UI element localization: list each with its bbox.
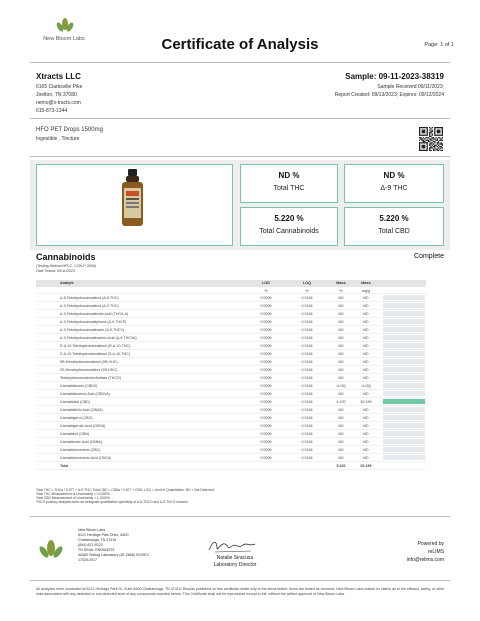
loq-cell: 0.0148 (301, 376, 313, 380)
mass-percent-cell: ND (338, 352, 344, 356)
mass-bar (383, 295, 425, 300)
mass-mgg-cell: ND (363, 416, 369, 420)
loq-cell: 0.0148 (301, 400, 313, 404)
units-row (36, 287, 426, 294)
mass-percent-cell: ND (338, 336, 344, 340)
cannabinoids-table (36, 280, 426, 470)
table-row (36, 438, 426, 446)
table-row (36, 446, 426, 454)
bottle-image-icon (37, 165, 234, 247)
mass-percent-cell: ND (338, 344, 344, 348)
mass-mgg-cell: ND (363, 376, 369, 380)
cannabinoids-title: Cannabinoids (36, 252, 96, 262)
mass-percent-cell: ND (338, 328, 344, 332)
leaf-logo-icon (56, 18, 74, 34)
lod-cell: 0.0099 (260, 328, 272, 332)
header-divider (30, 62, 450, 63)
loq-cell: 0.0148 (301, 328, 313, 332)
table-row (36, 414, 426, 422)
unit-mass-mgg: mg/g (362, 289, 370, 293)
mass-bar (383, 391, 425, 396)
client-divider (30, 118, 450, 119)
footnote-line: Total THC = THCa * 0.877 + Δ-9 THC; Total CBD = CBDa * 0.877 + CBD; LOQ = Limit of Quantitation; ND = Not Detected. (36, 488, 215, 492)
footer-leaf-logo-icon (36, 540, 66, 560)
loq-cell: 0.0148 (301, 440, 313, 444)
lod-cell: 0.0099 (260, 400, 272, 404)
mass-bar (383, 423, 425, 428)
lab-address-line: New Bloom Labs (78, 528, 106, 532)
footnote-line: THCO potency analysis does not designate quantitative specificity of Δ-8-THCO and Δ-9-THCO isomers (36, 500, 188, 504)
mass-mgg-cell: ND (363, 392, 369, 396)
testing-method: (Testing Method:HPLC, CON-P-3008) (36, 264, 97, 268)
director-name: Natalie Siracusa (216, 555, 254, 561)
sample-id: Sample: 09-11-2023-38319 (345, 72, 444, 81)
mass-percent-cell: ND (338, 360, 344, 364)
mass-mgg-cell: 52.199 (360, 400, 372, 404)
table-row (36, 326, 426, 334)
mass-bar (383, 351, 425, 356)
disclaimer: All analyses were conducted at 6121 Heritage Park Dr, Suite A500 Chattanooga, TN 37416. Results published on this certificate relate only to the items tested. Items are tested as received. New Bloom Labs makes no claims as to the efficacy, safety, or other risks associated with any detected or non-detected level of any compounds reported herein. This Certificate shall not be reproduced except in full, without the written approval of New Bloom Labs. (36, 587, 445, 596)
table-row (36, 374, 426, 382)
loq-cell: 0.0148 (301, 448, 313, 452)
table-row (36, 334, 426, 342)
mass-percent-cell: ND (338, 432, 344, 436)
analyte-cell: Cannabichromene (CBC) (60, 448, 101, 452)
mass-mgg-cell: ND (363, 312, 369, 316)
powered-by-vendor: reLIMS (427, 549, 444, 555)
date-tested: Date Tested: 09/11/2023 (36, 269, 75, 273)
page-number: Page: 1 of 1 (424, 42, 454, 48)
header-analyte: Analyte (60, 281, 74, 285)
table-row (36, 318, 426, 326)
mass-mgg-cell: ND (363, 336, 369, 340)
mass-mgg-cell: ND (363, 360, 369, 364)
report-dates: Report Created: 09/13/2023; Expires: 09/12/2024 (334, 92, 444, 98)
client-info (36, 72, 82, 115)
header-lod: LOD (261, 281, 270, 285)
mass-mgg-cell: ND (363, 368, 369, 372)
mass-mgg-cell: ND (363, 440, 369, 444)
total-cannabinoids-card (240, 207, 338, 246)
mass-bar (383, 383, 425, 388)
cannabinoids-status: Complete (414, 253, 444, 260)
mass-bar (383, 359, 425, 364)
qr-code-icon (419, 127, 443, 151)
mass-bar (383, 375, 425, 380)
analyte-cell: 9R-Hexahydrocannabinol (9R-HHC) (60, 360, 118, 364)
mass-bar-fill (383, 399, 425, 404)
table-row (36, 454, 426, 462)
analyte-cell: Δ-9-Tetrahydrocannabinolic Acid (THCA-A) (60, 312, 129, 316)
table-row (36, 406, 426, 414)
mass-bar (383, 311, 425, 316)
mass-bar (383, 455, 425, 460)
analyte-cell: 9S-Hexahydrocannabinol (9S-HHC) (60, 368, 118, 372)
mass-percent-cell: <LOQ (336, 384, 346, 388)
table-row (36, 358, 426, 366)
loq-cell: 0.0148 (301, 392, 313, 396)
table-row (36, 294, 426, 302)
mass-percent-cell: ND (338, 408, 344, 412)
analyte-cell: Δ-8-Tetrahydrocannabinol (Δ-8 THC) (60, 296, 119, 300)
product-photo (36, 164, 233, 246)
mass-mgg-cell: ND (363, 304, 369, 308)
total-cbd-value: 5.220 % (379, 214, 409, 223)
loq-cell: 0.0148 (301, 344, 313, 348)
lab-director (200, 555, 270, 569)
mass-percent-cell: 5.220 (336, 464, 346, 468)
director-title: Laboratory Director (213, 562, 257, 568)
table-row (36, 350, 426, 358)
mass-percent-cell: 5.220 (336, 400, 346, 404)
lab-address-line: 6121 Heritage Park Drive, A500 (78, 533, 129, 537)
mass-percent-cell: ND (338, 440, 344, 444)
mass-percent-cell: ND (338, 416, 344, 420)
lod-cell: 0.0099 (260, 424, 272, 428)
mass-mgg-cell: ND (363, 352, 369, 356)
analyte-cell: Cannabigerol (CBG) (60, 416, 93, 420)
director-signature (205, 536, 260, 556)
mass-mgg-cell: ND (363, 328, 369, 332)
mass-bar (383, 367, 425, 372)
table-row (36, 422, 426, 430)
powered-by-label: Powered by (417, 541, 444, 547)
mass-mgg-cell: 52.199 (360, 464, 372, 468)
mass-mgg-cell: ND (363, 296, 369, 300)
total-row (36, 462, 426, 470)
loq-cell: 0.0148 (301, 304, 313, 308)
analyte-cell: Cannabidiolic Acid (CBDA) (60, 408, 103, 412)
analyte-cell: Cannabinolic Acid (CBNA) (60, 440, 102, 444)
mass-bar (383, 319, 425, 324)
total-thc-value: ND % (278, 171, 300, 180)
lab-address-line: Chattanooga, TN 37416 (78, 538, 117, 542)
mass-mgg-cell: ND (363, 408, 369, 412)
page-title: Certificate of Analysis (161, 36, 319, 53)
sample-info (335, 72, 444, 99)
footer-divider (30, 516, 450, 517)
table-body (36, 294, 426, 470)
mass-bar (383, 407, 425, 412)
header-mass-percent: Mass (336, 281, 346, 285)
table-row (36, 302, 426, 310)
mass-percent-cell: ND (338, 320, 344, 324)
total-cannabinoids-value: 5.220 % (274, 214, 304, 223)
mass-mgg-cell: ND (363, 456, 369, 460)
loq-cell: 0.0148 (301, 312, 313, 316)
lod-cell: 0.0099 (260, 408, 272, 412)
cannabinoids-meta (36, 264, 96, 274)
analyte-cell: Δ-9-Tetrahydrocannabinol (Δ-9 THC) (60, 304, 119, 308)
unit-lod: % (264, 289, 268, 293)
report-header (0, 0, 480, 62)
table-row (36, 430, 426, 438)
loq-cell: 0.0148 (301, 456, 313, 460)
lod-cell: 0.0099 (260, 384, 272, 388)
total-cannabinoids-label: Total Cannabinoids (259, 228, 319, 235)
table-row (36, 366, 426, 374)
loq-cell: 0.0148 (301, 368, 313, 372)
lab-address-line: TN DEA#: RN0563975 (78, 548, 115, 552)
lod-cell: 0.0099 (260, 296, 272, 300)
lod-cell: 0.0099 (260, 392, 272, 396)
loq-cell: 0.0148 (301, 408, 313, 412)
client-email: nemo@x-tracts.com (36, 100, 81, 106)
mass-bar (383, 303, 425, 308)
logo-text: New Bloom Labs (43, 36, 85, 42)
loq-cell: 0.0148 (301, 432, 313, 436)
client-address-line1: 6165 Clarksville Pike (36, 84, 83, 90)
d9-thc-value: ND % (383, 171, 405, 180)
mass-mgg-cell: ND (363, 424, 369, 428)
footnotes (36, 488, 214, 504)
mass-bar (383, 335, 425, 340)
disclaimer-divider (30, 580, 450, 581)
total-thc-card (240, 164, 338, 203)
lod-cell: 0.0099 (260, 352, 272, 356)
analyte-cell: Cannabigerolic Acid (CBGA) (60, 424, 106, 428)
mass-bar (383, 439, 425, 444)
loq-cell: 0.0148 (301, 424, 313, 428)
analyte-cell: Cannabichromenic Acid (CBCA) (60, 456, 112, 460)
mass-bar (383, 431, 425, 436)
table-header (36, 280, 426, 287)
lod-cell: 0.0099 (260, 360, 272, 364)
mass-percent-cell: ND (338, 376, 344, 380)
lod-cell: 0.0099 (260, 448, 272, 452)
table-row (36, 310, 426, 318)
lod-cell: 0.0099 (260, 320, 272, 324)
lod-cell: 0.0099 (260, 312, 272, 316)
product-type: Ingestible , Tincture (36, 136, 80, 142)
product-divider (30, 156, 450, 157)
powered-by-email: info@relims.com (406, 557, 444, 563)
lod-cell: 0.0099 (260, 336, 272, 340)
analyte-cell: Δ-9-Tetrahydrocannabivarin (Δ-9-THCV) (60, 328, 125, 332)
mass-percent-cell: ND (338, 312, 344, 316)
sample-received: Sample Received:09/11/2023; (377, 84, 444, 90)
lab-address-line: (844) 837-8223 (78, 543, 103, 547)
mass-bar (383, 327, 425, 332)
mass-percent-cell: ND (338, 456, 344, 460)
lod-cell: 0.0099 (260, 304, 272, 308)
mass-mgg-cell: ND (363, 448, 369, 452)
client-name: Xtracts LLC (36, 72, 81, 81)
analyte-cell: Cannabidivarinic Acid (CBDVA) (60, 392, 110, 396)
mass-bar (383, 415, 425, 420)
mass-bar (383, 399, 425, 404)
mass-percent-cell: ND (338, 368, 344, 372)
lod-cell: 0.0099 (260, 368, 272, 372)
footnote-line: Total THC Measurement of Uncertainty = 0.0280% (36, 492, 110, 496)
loq-cell: 0.0148 (301, 320, 313, 324)
d9-thc-card (344, 164, 444, 203)
mass-mgg-cell: <LOQ (361, 384, 371, 388)
table-row (36, 398, 426, 406)
mass-mgg-cell: ND (363, 432, 369, 436)
lod-cell: 0.0099 (260, 456, 272, 460)
analyte-cell: Cannabidiol (CBD) (60, 400, 90, 404)
loq-cell: 0.0148 (301, 384, 313, 388)
mass-percent-cell: ND (338, 296, 344, 300)
summary-panel (30, 160, 450, 250)
mass-bar (383, 447, 425, 452)
product-name: HFO PET Drops 1500mg (36, 127, 103, 133)
loq-cell: 0.0148 (301, 352, 313, 356)
mass-mgg-cell: ND (363, 320, 369, 324)
mass-percent-cell: ND (338, 304, 344, 308)
lod-cell: 0.0099 (260, 376, 272, 380)
total-thc-label: Total THC (273, 185, 305, 192)
lod-cell: 0.0099 (260, 432, 272, 436)
analyte-cell: R-Δ-10-Tetrahydrocannabinol (R-Δ-10-THC) (60, 344, 131, 348)
lab-address-line: 17025:2017 (78, 558, 97, 562)
unit-loq: % (305, 289, 309, 293)
loq-cell: 0.0148 (301, 360, 313, 364)
client-phone: 615-873-1344 (36, 108, 68, 114)
mass-bar (383, 343, 425, 348)
analyte-cell: Tetrahydrocannabinol Acetate (THCO) (60, 376, 121, 380)
table-row (36, 382, 426, 390)
mass-percent-cell: ND (338, 392, 344, 396)
client-address-line2: Joelton, TN 37080 (36, 92, 77, 98)
total-cbd-card (344, 207, 444, 246)
mass-mgg-cell: ND (363, 344, 369, 348)
analyte-cell: Cannabidivarin (CBDV) (60, 384, 98, 388)
d9-thc-label: Δ-9 THC (380, 185, 408, 192)
analyte-cell: S-Δ-10-Tetrahydrocannabinol (S-Δ-10-THC) (60, 352, 130, 356)
mass-percent-cell: ND (338, 424, 344, 428)
loq-cell: 0.0148 (301, 416, 313, 420)
mass-percent-cell: ND (338, 448, 344, 452)
lod-cell: 0.0099 (260, 344, 272, 348)
analyte-cell: Total (60, 464, 69, 468)
header-mass-mgg: Mass (361, 281, 371, 285)
table-row (36, 342, 426, 350)
total-cbd-label: Total CBD (378, 228, 410, 235)
header-loq: LOQ (302, 281, 312, 285)
analyte-cell: Cannabinol (CBN) (60, 432, 90, 436)
lab-address-line: ANAB Testing Laboratory (AT-2868) ISO/IEC (78, 553, 150, 557)
unit-mass-percent: % (339, 289, 343, 293)
footnote-line: Total CBD Measurement of Uncertainty = 1.1000% (36, 496, 110, 500)
powered-by (407, 540, 444, 564)
loq-cell: 0.0148 (301, 336, 313, 340)
lod-cell: 0.0099 (260, 416, 272, 420)
lod-cell: 0.0099 (260, 440, 272, 444)
analyte-cell: Δ-9-Tetrahydrocannabivarinic Acid (Δ-9-THCVA) (60, 336, 137, 340)
product-info (36, 126, 103, 144)
lab-address (78, 528, 149, 563)
table-row (36, 390, 426, 398)
loq-cell: 0.0148 (301, 296, 313, 300)
analyte-cell: Δ-9-Tetrahydrocannabiphorol (Δ-9-THCP) (60, 320, 127, 324)
